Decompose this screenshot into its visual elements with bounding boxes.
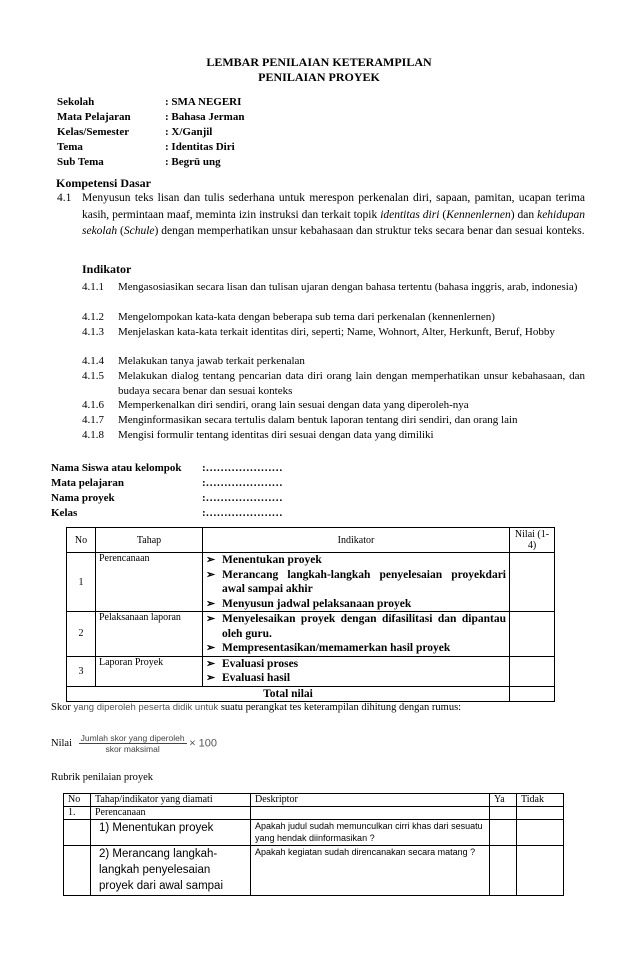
info-row-mapel: Mata Pelajaran : Bahasa Jerman bbox=[57, 111, 245, 123]
indikator-item: 4.1.8 Mengisi formulir tentang identitas diri sesuai dengan data yang dimiliki bbox=[82, 429, 434, 441]
table-row: 3 Laporan Proyek ➢ Evaluasi proses ➢ Evaluasi hasil bbox=[67, 656, 555, 686]
skor-note: Skor yang diperoleh peserta didik untuk suatu perangkat tes keterampilan dihitung dengan rumus: bbox=[51, 702, 462, 713]
table-row: 2 Pelaksanaan laporan ➢ Menyelesaikan proyek dengan difasilitasi dan dipantau oleh guru. ➢ Mempresentasikan/memamerkan hasil proyek bbox=[67, 612, 555, 657]
kd-number: 4.1 bbox=[57, 192, 72, 204]
info-row-subtema: Sub Tema : Begrü ung bbox=[57, 156, 221, 168]
indikator-item: 4.1.4 Melakukan tanya jawab terkait perkenalan bbox=[82, 355, 305, 367]
student-row: Nama Siswa atau kelompok :………………… bbox=[51, 462, 283, 474]
student-row: Nama proyek :………………… bbox=[51, 492, 283, 504]
list-item: ➢ Evaluasi hasil bbox=[206, 671, 506, 686]
info-row-kelas: Kelas/Semester : X/Ganjil bbox=[57, 126, 213, 138]
school-info bbox=[57, 95, 244, 170]
ya-cell[interactable] bbox=[490, 820, 517, 846]
list-item: ➢ Mempresentasikan/memamerkan hasil proyek bbox=[206, 641, 506, 656]
assessment-table bbox=[66, 527, 555, 702]
formula-fraction: $\frac{\text{Jumlah skor yang diperoleh}}{\text{skor maksimal}}$ bbox=[80, 733, 185, 754]
col-tahap-header: Tahap bbox=[96, 528, 203, 553]
indikator-item: 4.1.1 Mengasosiasikan secara lisan dan tulisan ujaran dengan bahasa tertentu (bahasa inggris, arab, indonesia) bbox=[82, 281, 578, 293]
total-row bbox=[67, 686, 555, 702]
rubrik-title: Rubrik penilaian proyek bbox=[51, 772, 154, 783]
tidak-cell[interactable] bbox=[517, 820, 564, 846]
total-value-cell[interactable] bbox=[510, 686, 555, 702]
indikator-item: 4.1.3 Menjelaskan kata-kata terkait identitas diri, seperti; Name, Wohnort, Alter, Herkunft, Beruf, Hobby bbox=[82, 326, 555, 338]
student-row: Kelas :………………… bbox=[51, 507, 283, 519]
table-row: 1) Menentukan proyek Apakah judul sudah memunculkan cirri khas dari sesuatu yang hendak diinformasikan ? bbox=[64, 820, 564, 846]
indikator-item: 4.1.2 Mengelompokan kata-kata dengan beberapa sub tema dari perkenalan (kennenlernen) bbox=[82, 311, 495, 323]
list-item: ➢ Menyelesaikan proyek dengan difasilitasi dan dipantau oleh guru. bbox=[206, 612, 506, 641]
kd-text: Menyusun teks lisan dan tulis sederhana untuk merespon perkenalan diri, sapaan, pamitan, ucapan terima kasih, permintaan maaf, meminta izin instruksi dan terkait topik identitas diri (Kennenlernen) dan kehidupan sekolah (Schule) dengan memperhatikan unsur kebahasaan dan struktur teks secara benar dan sesuai konteks. bbox=[82, 192, 585, 237]
col-no-header: No bbox=[67, 528, 96, 553]
info-row-tema: Tema : Identitas Diri bbox=[57, 141, 235, 153]
student-row: Mata pelajaran :………………… bbox=[51, 477, 283, 489]
indikator-item: 4.1.6 Memperkenalkan diri sendiri, orang lain sesuai dengan data yang diperoleh-nya bbox=[82, 399, 469, 411]
col-nilai-header: Nilai (1-4) bbox=[510, 528, 555, 553]
nilai-cell[interactable] bbox=[510, 553, 555, 612]
table-header-row bbox=[67, 528, 555, 553]
list-item: ➢ Merancang langkah-langkah penyelesaian proyekdari awal sampai akhir bbox=[206, 568, 506, 597]
tidak-cell[interactable] bbox=[517, 846, 564, 896]
table-header-row: No Tahap/indikator yang diamati Deskriptor Ya Tidak bbox=[64, 794, 564, 807]
kompetensi-heading: Kompetensi Dasar bbox=[56, 176, 151, 190]
nilai-cell[interactable] bbox=[510, 612, 555, 657]
col-indikator-header: Indikator bbox=[203, 528, 510, 553]
nilai-formula: Nilai $\frac{\text{Jumlah skor yang diperoleh}}{\text{skor maksimal}}$ × 100 bbox=[51, 733, 218, 754]
nilai-cell[interactable] bbox=[510, 656, 555, 686]
document-subtitle: PENILAIAN PROYEK bbox=[258, 70, 380, 84]
list-item: ➢ Menyusun jadwal pelaksanaan proyek bbox=[206, 597, 506, 612]
list-item: ➢ Menentukan proyek bbox=[206, 553, 506, 568]
table-row: 1. Perencanaan bbox=[64, 807, 564, 820]
table-row: 2) Merancang langkah-langkah penyelesaian proyek dari awal sampai Apakah kegiatan sudah direncanakan secara matang ? bbox=[64, 846, 564, 896]
total-label: Total nilai bbox=[67, 686, 510, 702]
list-item: ➢ Evaluasi proses bbox=[206, 657, 506, 672]
document-title: LEMBAR PENILAIAN KETERAMPILAN bbox=[206, 55, 432, 69]
table-row: 1 Perencanaan ➢ Menentukan proyek ➢ Merancang langkah-langkah penyelesaian proyekdari awal sampai akhir ➢ Menyusun jadwal pelaksanaan proyek bbox=[67, 553, 555, 612]
ya-cell[interactable] bbox=[490, 846, 517, 896]
info-row-sekolah: Sekolah : SMA NEGERI bbox=[57, 96, 242, 108]
indikator-item: 4.1.5 Melakukan dialog tentang pencarian data diri orang lain dengan memperhatikan unsur kebahasaan, dan budaya secara benar dan sesuai konteks bbox=[82, 370, 585, 397]
student-info bbox=[51, 461, 283, 521]
indikator-item: 4.1.7 Menginformasikan secara tertulis dalam bentuk laporan tentang diri sendiri, dan orang lain bbox=[82, 414, 518, 426]
rubrik-table bbox=[63, 793, 564, 896]
indikator-heading: Indikator bbox=[82, 262, 132, 276]
